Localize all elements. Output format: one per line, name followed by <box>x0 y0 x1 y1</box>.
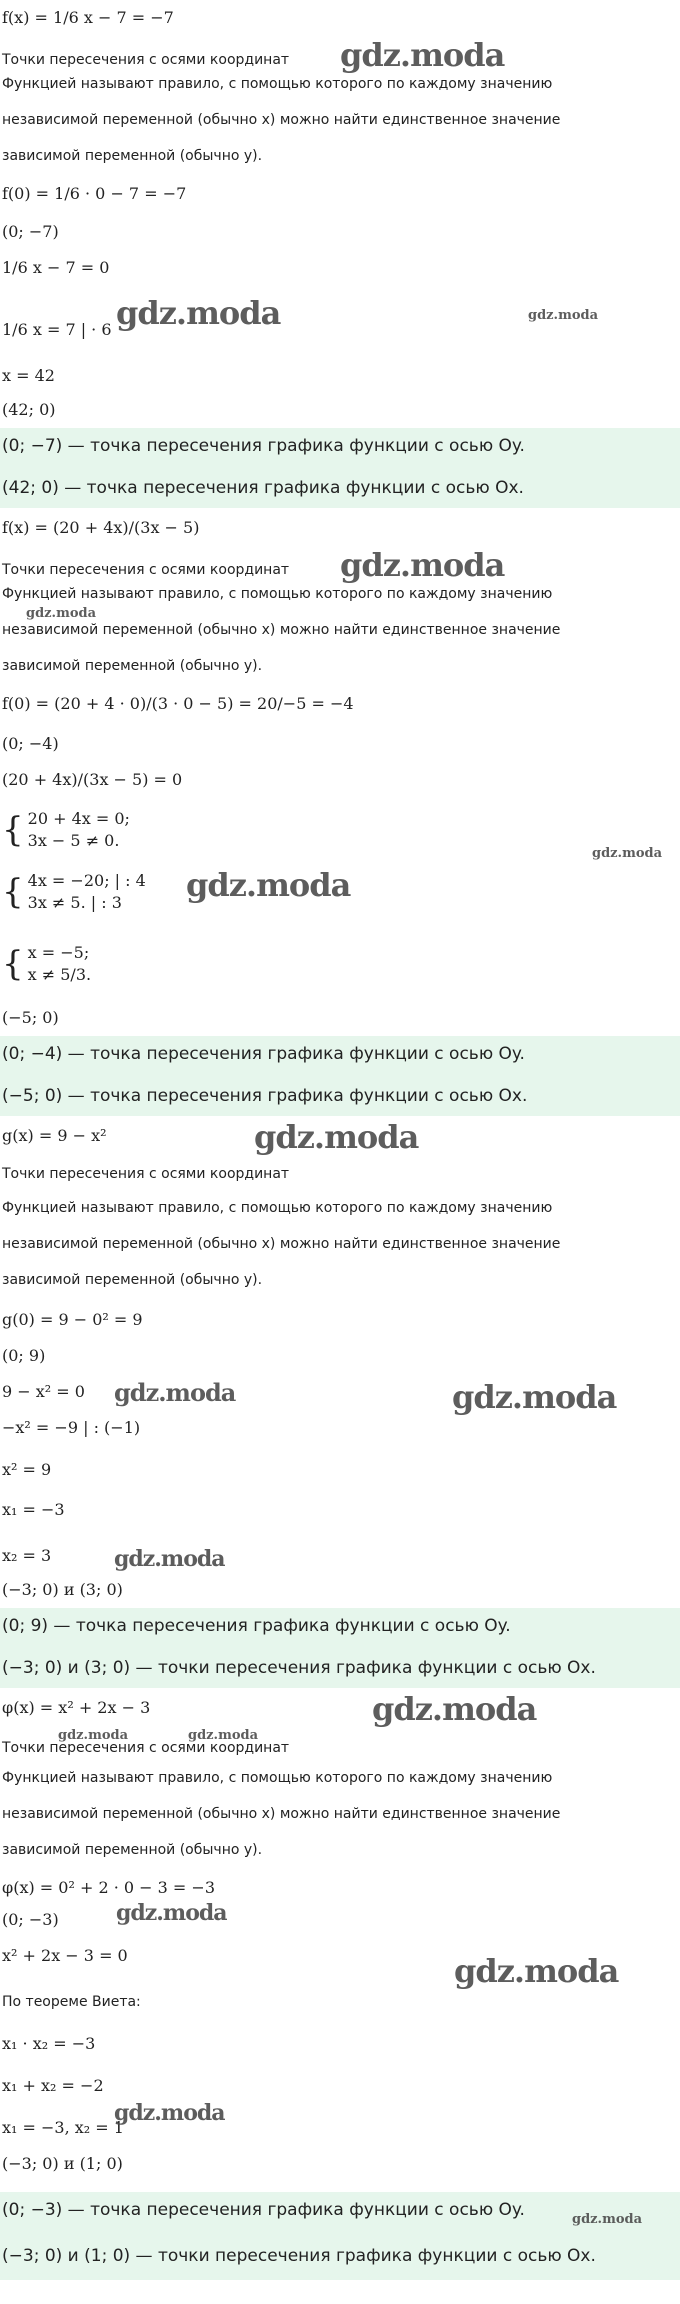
intersections-heading: Точки пересечения с осями координат <box>2 562 290 578</box>
s2-function: f(x) = (20 + 4x)/(3x − 5) <box>2 518 200 537</box>
s3-answer-box <box>0 1608 680 1688</box>
watermark: gdz.moda <box>340 546 505 584</box>
definition-line-3: зависимой переменной (обычно y). <box>2 1272 263 1288</box>
s1-answer-oy: (0; −7) — точка пересечения графика функции с осью Oy. <box>2 436 525 456</box>
definition-line-2: независимой переменной (обычно x) можно найти единственное значение <box>2 1806 561 1822</box>
watermark: gdz.moda <box>116 1900 227 1926</box>
watermark: gdz.moda <box>572 2212 643 2227</box>
vieta-heading: По теореме Виета: <box>2 1994 141 2010</box>
s3-points-ox: (−3; 0) и (3; 0) <box>2 1580 123 1599</box>
watermark: gdz.moda <box>58 1728 129 1743</box>
s2-point-ox: (−5; 0) <box>2 1008 59 1027</box>
s1-equation-2: 1/6 x = 7 | · 6 <box>2 320 112 339</box>
s2-system-1-line-a: 20 + 4x = 0; <box>27 809 130 828</box>
s4-phi-of-zero: φ(x) = 0² + 2 · 0 − 3 = −3 <box>2 1878 215 1897</box>
s2-system-3-line-a: x = −5; <box>27 943 90 962</box>
definition-line-1: Функцией называют правило, с помощью которого по каждому значению <box>2 586 553 602</box>
definition-line-1: Функцией называют правило, с помощью которого по каждому значению <box>2 1770 553 1786</box>
s4-points-ox: (−3; 0) и (1; 0) <box>2 2154 123 2173</box>
definition-line-1: Функцией называют правило, с помощью которого по каждому значению <box>2 76 553 92</box>
definition-line-3: зависимой переменной (обычно y). <box>2 148 263 164</box>
s3-root-2: x₂ = 3 <box>2 1546 52 1565</box>
s2-answer-ox: (−5; 0) — точка пересечения графика функции с осью Ox. <box>2 1086 528 1106</box>
s1-x-value: x = 42 <box>2 366 55 385</box>
s3-equation-2: −x² = −9 | : (−1) <box>2 1418 141 1437</box>
s2-system-1-line-b: 3x − 5 ≠ 0. <box>27 830 120 850</box>
s4-answer-oy: (0; −3) — точка пересечения графика функции с осью Oy. <box>2 2200 525 2220</box>
s1-answer-box <box>0 428 680 508</box>
s4-function: φ(x) = x² + 2x − 3 <box>2 1698 151 1717</box>
definition-line-2: независимой переменной (обычно x) можно найти единственное значение <box>2 112 561 128</box>
s4-roots: x₁ = −3, x₂ = 1 <box>2 2118 124 2137</box>
s3-root-1: x₁ = −3 <box>2 1500 65 1519</box>
watermark: gdz.moda <box>114 1378 236 1407</box>
s3-equation-3: x² = 9 <box>2 1460 52 1479</box>
s3-point-oy: (0; 9) <box>2 1346 46 1365</box>
s3-equation-1: 9 − x² = 0 <box>2 1382 85 1401</box>
s2-system-3-line-b: x ≠ 5/3. <box>27 964 92 984</box>
s4-answer-box <box>0 2192 680 2280</box>
s2-system-2 <box>2 870 146 913</box>
s4-point-oy: (0; −3) <box>2 1910 59 1929</box>
s1-point-oy: (0; −7) <box>2 222 59 241</box>
s1-answer-ox: (42; 0) — точка пересечения графика функции с осью Ox. <box>2 478 524 498</box>
s4-equation: x² + 2x − 3 = 0 <box>2 1946 128 1965</box>
definition-line-1: Функцией называют правило, с помощью которого по каждому значению <box>2 1200 553 1216</box>
s2-f-of-zero: f(0) = (20 + 4 · 0)/(3 · 0 − 5) = 20/−5 = −4 <box>2 694 354 713</box>
watermark: gdz.moda <box>340 36 505 74</box>
s2-answer-box <box>0 1036 680 1116</box>
watermark: gdz.moda <box>454 1952 619 1990</box>
s2-point-oy: (0; −4) <box>2 734 59 753</box>
watermark: gdz.moda <box>254 1118 419 1156</box>
s3-g-of-zero: g(0) = 9 − 0² = 9 <box>2 1310 143 1329</box>
watermark: gdz.moda <box>26 606 97 621</box>
definition-line-2: независимой переменной (обычно x) можно найти единственное значение <box>2 622 561 638</box>
s1-equation-1: 1/6 x − 7 = 0 <box>2 258 110 277</box>
s2-system-2-line-a: 4x = −20; | : 4 <box>27 871 146 890</box>
definition-line-2: независимой переменной (обычно x) можно найти единственное значение <box>2 1236 561 1252</box>
watermark: gdz.moda <box>452 1378 617 1416</box>
intersections-heading: Точки пересечения с осями координат <box>2 52 290 68</box>
watermark: gdz.moda <box>114 1546 225 1572</box>
s2-system-1 <box>2 808 130 851</box>
s3-answer-ox: (−3; 0) и (3; 0) — точки пересечения графика функции с осью Ox. <box>2 1658 596 1678</box>
intersections-heading: Точки пересечения с осями координат <box>2 1740 290 1756</box>
watermark: gdz.moda <box>592 846 663 861</box>
s1-point-ox: (42; 0) <box>2 400 56 419</box>
s3-function: g(x) = 9 − x² <box>2 1126 107 1145</box>
definition-line-3: зависимой переменной (обычно y). <box>2 658 263 674</box>
system-brace: { <box>2 943 24 984</box>
watermark: gdz.moda <box>188 1728 259 1743</box>
intersections-heading: Точки пересечения с осями координат <box>2 1166 290 1182</box>
watermark: gdz.moda <box>114 2100 225 2126</box>
s2-equation: (20 + 4x)/(3x − 5) = 0 <box>2 770 183 789</box>
s4-product: x₁ · x₂ = −3 <box>2 2034 96 2053</box>
watermark: gdz.moda <box>116 294 281 332</box>
s2-answer-oy: (0; −4) — точка пересечения графика функции с осью Oy. <box>2 1044 525 1064</box>
s4-sum: x₁ + x₂ = −2 <box>2 2076 104 2095</box>
definition-line-3: зависимой переменной (обычно y). <box>2 1842 263 1858</box>
s2-system-2-line-b: 3x ≠ 5. | : 3 <box>27 892 122 912</box>
watermark: gdz.moda <box>372 1690 537 1728</box>
system-brace: { <box>2 809 24 850</box>
s1-function: f(x) = 1/6 x − 7 = −7 <box>2 8 174 27</box>
watermark: gdz.moda <box>528 308 599 323</box>
s2-system-3 <box>2 942 91 985</box>
watermark: gdz.moda <box>186 866 351 904</box>
system-brace: { <box>2 871 24 912</box>
s4-answer-ox: (−3; 0) и (1; 0) — точки пересечения графика функции с осью Ox. <box>2 2246 596 2266</box>
s1-f-of-zero: f(0) = 1/6 · 0 − 7 = −7 <box>2 184 187 203</box>
s3-answer-oy: (0; 9) — точка пересечения графика функции с осью Oy. <box>2 1616 511 1636</box>
